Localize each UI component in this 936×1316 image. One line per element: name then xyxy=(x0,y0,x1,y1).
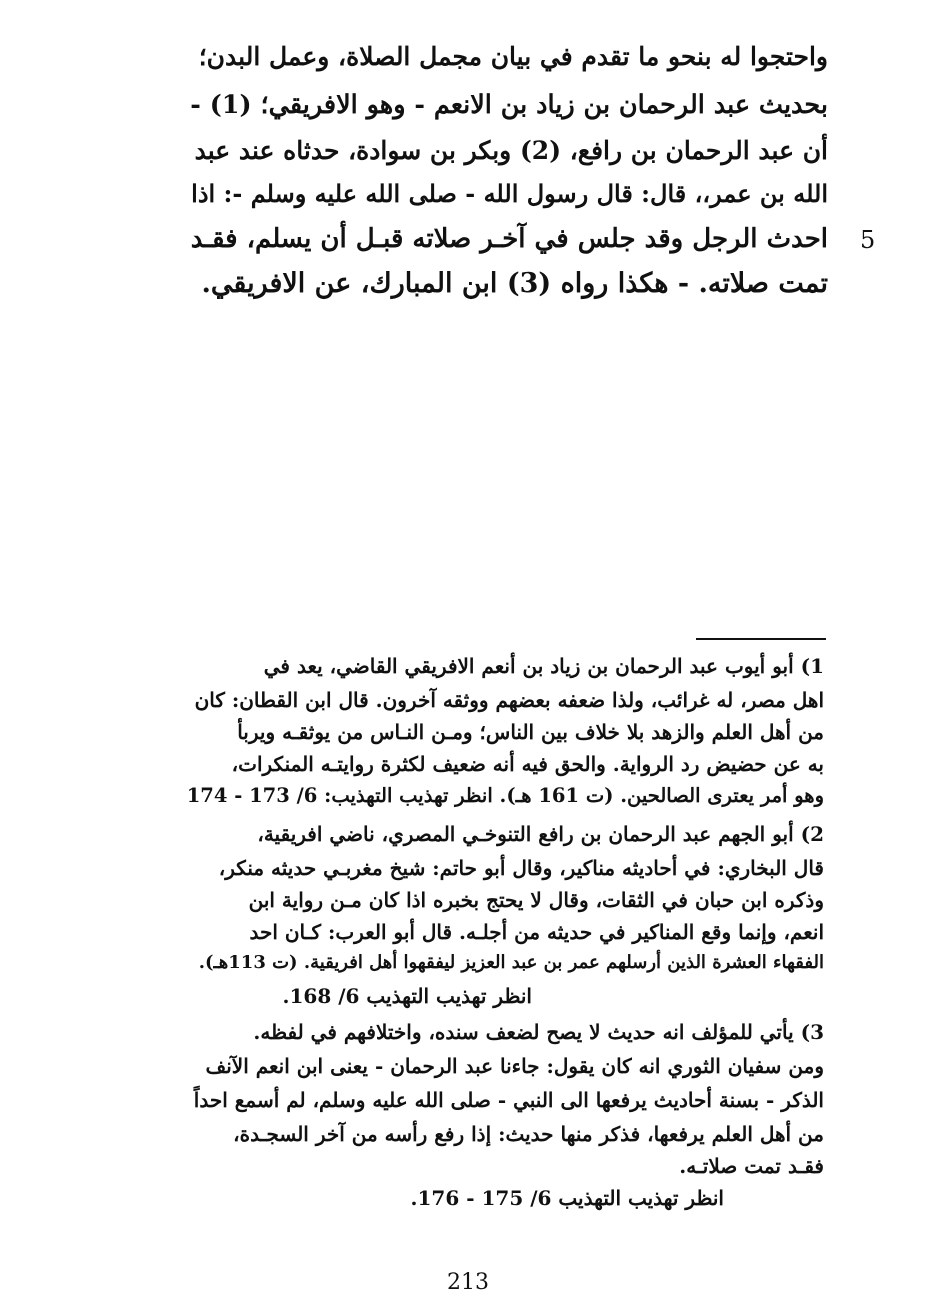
footnote-3-line: من أهل العلم يرفعها، فذكر منها حديث: إذا رفع رأسه من آخر السجـدة، xyxy=(233,1122,824,1146)
footnote-3-line: فقـد تمت صلاتـه. xyxy=(679,1154,824,1178)
main-text-line: أن عبد الرحمان بن رافع، (2) وبكر بن سوادة، حدثاه عند عبد xyxy=(194,136,828,165)
footnote-1-line: 1) أبو أيوب عبد الرحمان بن زياد بن أنعم الافريقي القاضي، يعد في xyxy=(263,654,824,678)
main-text-line: احدث الرجل وقد جلس في آخـر صلاته قبـل أن يسلم، فقـد xyxy=(190,224,828,254)
footnote-1-line: وهو أمر يعترى الصالحين. (ت 161 هـ). انظر تهذيب التهذيب: 6/ 173 - 174 xyxy=(186,784,824,807)
margin-line-number: 5 xyxy=(860,226,876,254)
main-text-line: تمت صلاته. - هكذا رواه (3) ابن المبارك، عن الافريقي. xyxy=(201,268,828,299)
footnote-3-line: الذكر - بسنة أحاديث يرفعها الى النبي - صلى الله عليه وسلم، لم أسمع احداً xyxy=(193,1088,824,1112)
footnote-3-line: 3) يأتي للمؤلف انه حديث لا يصح لضعف سنده، واختلافهم في لفظه. xyxy=(253,1020,824,1044)
footnote-1-line: به عن حضيض رد الرواية. والحق فيه أنه ضعيف لكثرة روايتـه المنكرات، xyxy=(231,752,824,776)
footnote-2-line: 2) أبو الجهم عبد الرحمان بن رافع التنوخـي المصري، ناضي افريقية، xyxy=(257,822,824,846)
footnote-1-line: اهل مصر، له غرائب، ولذا ضعفه بعضهم ووثقه آخرون. قال ابن القطان: كان xyxy=(194,688,824,712)
footnote-2-line: وذكره ابن حبان في الثقات، وقال لا يحتج بخبره اذا كان مـن رواية ابن xyxy=(248,888,824,912)
page-number: 213 xyxy=(447,1270,489,1295)
footnote-3-line: ومن سفيان الثوري انه كان يقول: جاءنا عبد الرحمان - يعنى ابن انعم الآنف xyxy=(205,1054,824,1078)
footnote-1-line: من أهل العلم والزهد بلا خلاف بين الناس؛ ومـن النـاس من يوثقـه ويربأ xyxy=(237,720,824,744)
footnote-2-line: قال البخاري: في أحاديثه مناكير، وقال أبو حاتم: شيخ مغربـي حديثه منكر، xyxy=(218,856,824,880)
footnote-2-line: الفقهاء العشرة الذين أرسلهم عمر بن عبد العزيز ليفقهوا أهل افريقية. (ت 113هـ). xyxy=(198,952,824,973)
footnote-separator xyxy=(696,638,826,640)
main-text-line: واحتجوا له بنحو ما تقدم في بيان مجمل الصلاة، وعمل البدن؛ xyxy=(198,42,828,71)
main-text-line: الله بن عمر،، قال: قال رسول الله - صلى الله عليه وسلم -: اذا xyxy=(191,179,828,208)
footnote-2-reference: انظر تهذيب التهذيب 6/ 168. xyxy=(282,984,532,1008)
footnote-2-line: انعم، وإنما وقع المناكير في حديثه من أجلـه. قال أبو العرب: كـان احد xyxy=(249,920,824,944)
main-text-line: بحديث عبد الرحمان بن زياد بن الانعم - وهو الافريقي؛ (1) - xyxy=(190,90,828,120)
footnote-3-reference: انظر تهذيب التهذيب 6/ 175 - 176. xyxy=(410,1186,724,1210)
